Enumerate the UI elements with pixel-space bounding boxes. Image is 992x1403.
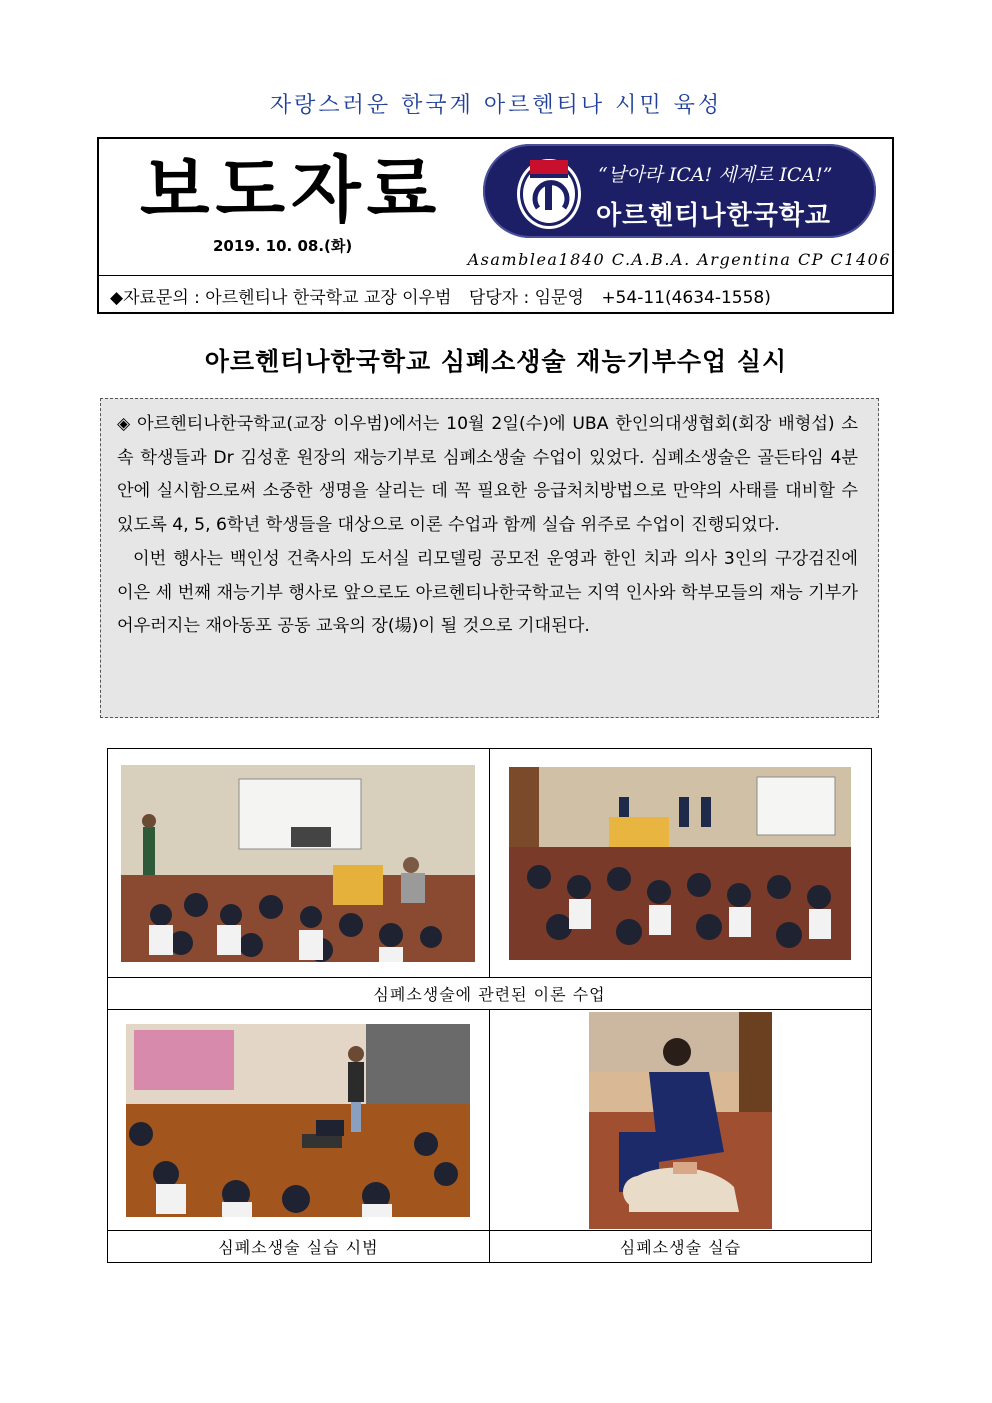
summary-box	[100, 398, 879, 718]
photo-cell	[489, 1010, 871, 1231]
school-address: Asamblea1840 C.A.B.A. Argentina CP C1406	[467, 250, 891, 269]
summary-paragraph-2: 이번 행사는 백인성 건축사의 도서실 리모델링 공모전 운영과 한인 치과 의사 3인의 구강검진에 이은 세 번째 재능기부 행사로 앞으로도 아르헨티나한국학교는 지역 인사와 학부모들의 재능 기부가 어우러지는 재아동포 공동 교육의 장(場)이 될 것으로 기대된다.	[117, 548, 858, 637]
slogan: 자랑스러운 한국계 아르헨티나 시민 육성	[269, 93, 723, 118]
logo-school-name: 아르헨티나한국학교	[596, 201, 832, 231]
article-headline: 아르헨티나한국학교 심폐소생술 재능기부수업 실시	[204, 347, 788, 376]
contact-line	[110, 283, 783, 308]
contact-phone: +54-11(4634-1558)	[601, 288, 771, 308]
caption-theory: 심폐소생술에 관련된 이론 수업	[108, 978, 872, 1010]
photo-cell	[489, 749, 871, 978]
photo-theory-class-2	[509, 767, 851, 960]
photo-cell	[108, 749, 490, 978]
logo-quote: “날아라 ICA! 세계로 ICA!”	[598, 164, 833, 186]
photo-cpr-demo	[126, 1024, 470, 1217]
summary-paragraph-1: ◈ 아르헨티나한국학교(교장 이우범)에서는 10월 2일(수)에 UBA 한인의대생협회(회장 배형섭) 소속 학생들과 Dr 김성훈 원장의 재능기부로 심폐소생술 수업이 있었다. 심폐소생술은 골든타임 4분 안에 실시함으로써 소중한 생명을 살리는 데 꼭 필요한 응급처치방법으로 만약의 사태를 대비할 수 있도록 4, 5, 6학년 학생들을 대상으로 이론 수업과 함께 실습 위주로 수업이 진행되었다.	[117, 414, 858, 536]
caption-practice: 심폐소생술 실습	[489, 1231, 871, 1263]
photo-cpr-practice	[589, 1012, 772, 1229]
photo-cell	[108, 1010, 490, 1231]
ica-emblem-icon	[516, 150, 582, 230]
contact-label: ◆자료문의 : 아르헨티나 한국학교 교장 이우범	[110, 288, 452, 308]
contact-person: 담당자 : 임문영	[468, 288, 584, 308]
caption-demo: 심폐소생술 실습 시범	[108, 1231, 490, 1263]
release-date: 2019. 10. 08.(화)	[213, 237, 353, 255]
page-title: 보도자료	[140, 148, 443, 232]
photo-theory-class-1	[121, 765, 475, 962]
header-divider	[97, 275, 894, 276]
photo-table	[107, 748, 872, 1263]
